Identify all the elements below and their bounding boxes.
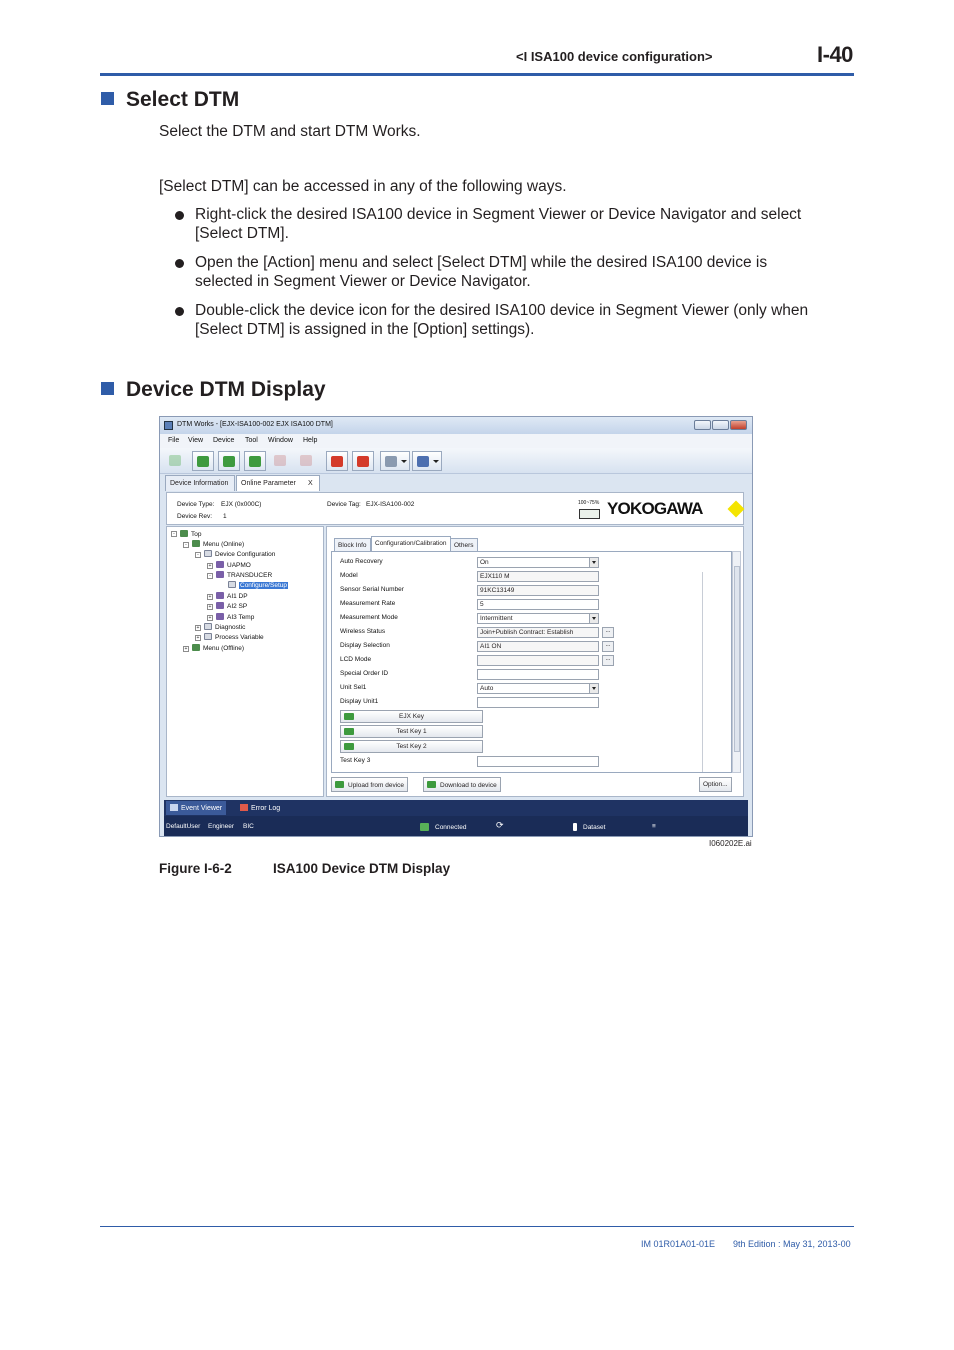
param-label: Test Key 3 (340, 757, 371, 764)
key-icon (344, 728, 354, 735)
param-serial-value: 91KC13149 (477, 585, 599, 596)
param-test-key-3-input[interactable] (477, 756, 599, 767)
window-title: DTM Works - [EJX-ISA100-002 EJX ISA100 DTM] (177, 421, 333, 428)
device-icon (192, 540, 200, 547)
device-header (166, 492, 744, 525)
battery-range-icon (578, 500, 602, 520)
tree-collapse-toggle[interactable]: - (207, 573, 213, 579)
param-wireless-status-value: Join+Publish Contract: Establish (477, 627, 599, 638)
bullet-line: [Select DTM]. (195, 225, 289, 242)
tree-node-uapmo[interactable]: UAPMO (216, 561, 251, 569)
tree-collapse-toggle[interactable]: - (183, 542, 189, 548)
tree-node-configure-setup[interactable]: Configure/Setup (228, 581, 288, 589)
bullet-line: Double-click the device icon for the desired ISA100 device in Segment Viewer (only when (195, 302, 809, 319)
upload-icon (223, 456, 235, 467)
close-button[interactable] (730, 420, 747, 430)
page-icon (228, 581, 236, 588)
device-type-value: EJX (0x000C) (221, 501, 262, 508)
online-icon (197, 456, 209, 467)
tree-expand-toggle[interactable]: + (196, 635, 200, 641)
parameter-panel (326, 526, 744, 797)
status-bar (164, 816, 748, 836)
param-label: LCD Mode (340, 656, 372, 663)
download-icon (249, 456, 261, 467)
chevron-down-icon (589, 684, 598, 693)
printer-icon (417, 456, 429, 467)
device-rev-label: Device Rev: (177, 513, 213, 520)
param-label: Wireless Status (340, 628, 386, 635)
toolbar-go-online-button[interactable] (192, 451, 214, 471)
key-icon (344, 713, 354, 720)
tree-node-menu-online[interactable]: Menu (Online) (192, 540, 244, 548)
tree-node-ai2[interactable]: AI2 SP (216, 602, 247, 610)
wireless-status-more-button[interactable]: ... (602, 627, 614, 638)
footer-doc-number: IM 01R01A01-01E (641, 1239, 716, 1249)
block-icon (216, 613, 224, 620)
param-display-unit1-input[interactable] (477, 697, 599, 708)
tree-expand-toggle[interactable]: + (208, 604, 212, 610)
toolbar-close-button[interactable] (352, 451, 374, 471)
dataset-icon (573, 823, 577, 831)
device-rev-value: 1 (223, 513, 227, 520)
toolbar-print-dropdown[interactable] (412, 451, 442, 471)
bullet-line: [Select DTM] is assigned in the [Option] settings). (195, 321, 535, 338)
tree-expand-toggle[interactable]: + (208, 615, 212, 621)
key-icon (344, 743, 354, 750)
toolbar-export-button[interactable] (296, 451, 318, 471)
param-label: Display Unit1 (340, 698, 379, 705)
param-special-order-id-input[interactable] (477, 669, 599, 680)
tree-node-top[interactable]: Top (180, 530, 201, 538)
bullet-line: Open the [Action] menu and select [Select DTM] while the desired ISA100 device is (195, 254, 768, 271)
select-dtm-heading-text: Select DTM (126, 88, 240, 111)
status-role: Engineer (208, 823, 235, 830)
tree-node-diagnostic[interactable]: Diagnostic (204, 623, 245, 631)
device-icon (180, 530, 188, 537)
status-dataset: Dataset (573, 823, 605, 831)
minimize-button[interactable] (694, 420, 711, 430)
param-label: Unit Sel1 (340, 684, 367, 691)
toolbar-download-button[interactable] (244, 451, 266, 471)
menu-file[interactable]: File (168, 437, 180, 444)
download-to-device-button[interactable]: Download to device (423, 777, 501, 792)
device-dtm-heading (101, 378, 326, 402)
menu-device[interactable]: Device (213, 437, 235, 444)
error-log-icon (240, 804, 248, 811)
lcd-mode-more-button[interactable]: ... (602, 655, 614, 666)
import-icon (274, 455, 286, 466)
option-button[interactable]: Option... (699, 777, 732, 792)
param-label: Display Selection (340, 642, 390, 649)
bullet-line: selected in Segment Viewer or Device Navigator. (195, 273, 531, 290)
tab-device-information[interactable]: Device Information (165, 475, 235, 491)
header-rule (100, 73, 854, 76)
tree-collapse-toggle[interactable]: - (171, 531, 177, 537)
bullet-dot-icon (175, 259, 184, 268)
bottom-tab-bar (164, 800, 748, 816)
bullet-dot-icon (175, 211, 184, 220)
chevron-down-icon (401, 460, 407, 463)
tree-expand-toggle[interactable]: + (208, 594, 212, 600)
arrow-up-icon (331, 456, 343, 467)
scrollbar-thumb[interactable] (734, 566, 740, 752)
param-measurement-rate-input[interactable]: 5 (477, 599, 599, 610)
param-unit-sel1-select[interactable]: Auto (477, 683, 599, 694)
param-label: Measurement Mode (340, 614, 398, 621)
chevron-down-icon (433, 460, 439, 463)
grid-icon: ≡ (652, 823, 656, 830)
param-label: Model (340, 572, 358, 579)
block-icon (216, 561, 224, 568)
upload-icon (335, 781, 344, 788)
footer-edition: 9th Edition : May 31, 2013-00 (733, 1239, 851, 1249)
heading-square-icon (101, 382, 114, 395)
menu-help[interactable]: Help (303, 437, 318, 444)
select-dtm-lead: [Select DTM] can be accessed in any of the following ways. (159, 178, 567, 195)
test-key-2-button[interactable]: Test Key 2 (340, 740, 483, 753)
event-viewer-icon (170, 804, 178, 811)
toolbar (160, 448, 752, 474)
chevron-down-icon (589, 558, 598, 567)
param-measurement-mode-select[interactable]: Intermittent (477, 613, 599, 624)
tree-node-menu-offline[interactable]: Menu (Offline) (192, 644, 244, 652)
param-lcd-mode-value (477, 655, 599, 666)
figure-file-name: I060202E.ai (709, 839, 752, 848)
tab-event-viewer[interactable]: Event Viewer (166, 801, 226, 815)
toolbar-connect-button[interactable] (165, 451, 187, 471)
tab-close-button[interactable]: X (304, 475, 320, 491)
display-selection-more-button[interactable]: ... (602, 641, 614, 652)
toolbar-open-button[interactable] (326, 451, 348, 471)
chevron-down-icon (589, 614, 598, 623)
status-connected: Connected (420, 823, 466, 831)
block-icon (216, 592, 224, 599)
tree-collapse-toggle[interactable]: - (195, 552, 201, 558)
menu-tool[interactable]: Tool (245, 437, 258, 444)
refresh-icon: ⟳ (496, 820, 504, 830)
maximize-button[interactable] (712, 420, 729, 430)
ejx-key-button[interactable]: EJX Key (340, 710, 483, 723)
tree-node-device-configuration[interactable]: Device Configuration (204, 550, 275, 558)
parameter-scrollbar[interactable] (732, 551, 741, 773)
test-key-1-button[interactable]: Test Key 1 (340, 725, 483, 738)
param-display-selection-value: AI1 ON (477, 641, 599, 652)
upload-from-device-button[interactable]: Upload from device (331, 777, 408, 792)
dtm-works-screenshot (159, 416, 753, 837)
header-page-number: I-40 (817, 42, 853, 67)
tree-node-process-variable[interactable]: Process Variable (204, 633, 264, 641)
bullet-dot-icon (175, 307, 184, 316)
column-divider (702, 572, 703, 772)
tab-configuration-calibration[interactable]: Configuration/Calibration (371, 536, 451, 551)
status-code: BIC (243, 823, 254, 830)
param-auto-recovery-select[interactable]: On (477, 557, 599, 568)
toolbar-upload-button[interactable] (218, 451, 240, 471)
block-icon (216, 571, 224, 578)
menu-bar (160, 434, 752, 448)
tree-expand-toggle[interactable]: + (196, 625, 200, 631)
tree-node-transducer[interactable]: TRANSDUCER (216, 571, 272, 579)
export-icon (300, 455, 312, 466)
toolbar-tools-dropdown[interactable] (380, 451, 410, 471)
wrench-icon (385, 456, 397, 467)
menu-view[interactable]: View (188, 437, 204, 444)
footer-rule (100, 1226, 854, 1227)
param-label: Special Order ID (340, 670, 389, 677)
battery-icon (579, 509, 600, 519)
yokogawa-logo: YOKOGAWA (607, 499, 703, 518)
tab-others[interactable]: Others (450, 538, 478, 551)
yokogawa-diamond-icon (728, 501, 745, 518)
window-title-bar (160, 417, 752, 434)
block-icon (216, 602, 224, 609)
status-user: DefaultUser (166, 823, 201, 830)
device-menu-tree (166, 526, 324, 797)
figure-title: ISA100 Device DTM Display (273, 861, 451, 876)
folder-icon (204, 550, 212, 557)
tree-expand-toggle[interactable]: + (208, 563, 212, 569)
range-label: 100~75% (578, 500, 600, 506)
figure-number: Figure I-6-2 (159, 861, 232, 876)
param-label: Measurement Rate (340, 600, 396, 607)
select-dtm-intro: Select the DTM and start DTM Works. (159, 123, 421, 140)
param-label: Auto Recovery (340, 558, 383, 565)
menu-window[interactable]: Window (268, 437, 293, 444)
download-icon (427, 781, 436, 788)
tree-expand-toggle[interactable]: + (184, 646, 188, 652)
connected-icon (420, 823, 429, 831)
device-type-label: Device Type: (177, 501, 215, 508)
tree-node-ai3[interactable]: AI3 Temp (216, 613, 254, 621)
arrow-down-icon (357, 456, 369, 467)
device-tag-label: Device Tag: (327, 501, 361, 508)
device-icon (192, 644, 200, 651)
param-model-value: EJX110 M (477, 571, 599, 582)
tab-online-parameter[interactable]: Online Parameter (236, 475, 304, 491)
header-section-title: <I ISA100 device configuration> (516, 49, 713, 64)
tab-block-info[interactable]: Block Info (334, 538, 371, 551)
select-dtm-heading (101, 88, 239, 112)
folder-icon (204, 623, 212, 630)
param-label: Sensor Serial Number (340, 586, 404, 593)
toolbar-import-button[interactable] (270, 451, 292, 471)
tab-error-log[interactable]: Error Log (236, 801, 284, 815)
connect-icon (169, 455, 181, 466)
device-tag-value: EJX-ISA100-002 (366, 501, 415, 508)
tree-node-ai1[interactable]: AI1 DP (216, 592, 248, 600)
heading-square-icon (101, 92, 114, 105)
folder-icon (204, 633, 212, 640)
device-dtm-heading-text: Device DTM Display (126, 378, 326, 401)
bullet-line: Right-click the desired ISA100 device in Segment Viewer or Device Navigator and select (195, 206, 802, 223)
app-icon (164, 421, 173, 430)
parameter-list (331, 551, 732, 773)
